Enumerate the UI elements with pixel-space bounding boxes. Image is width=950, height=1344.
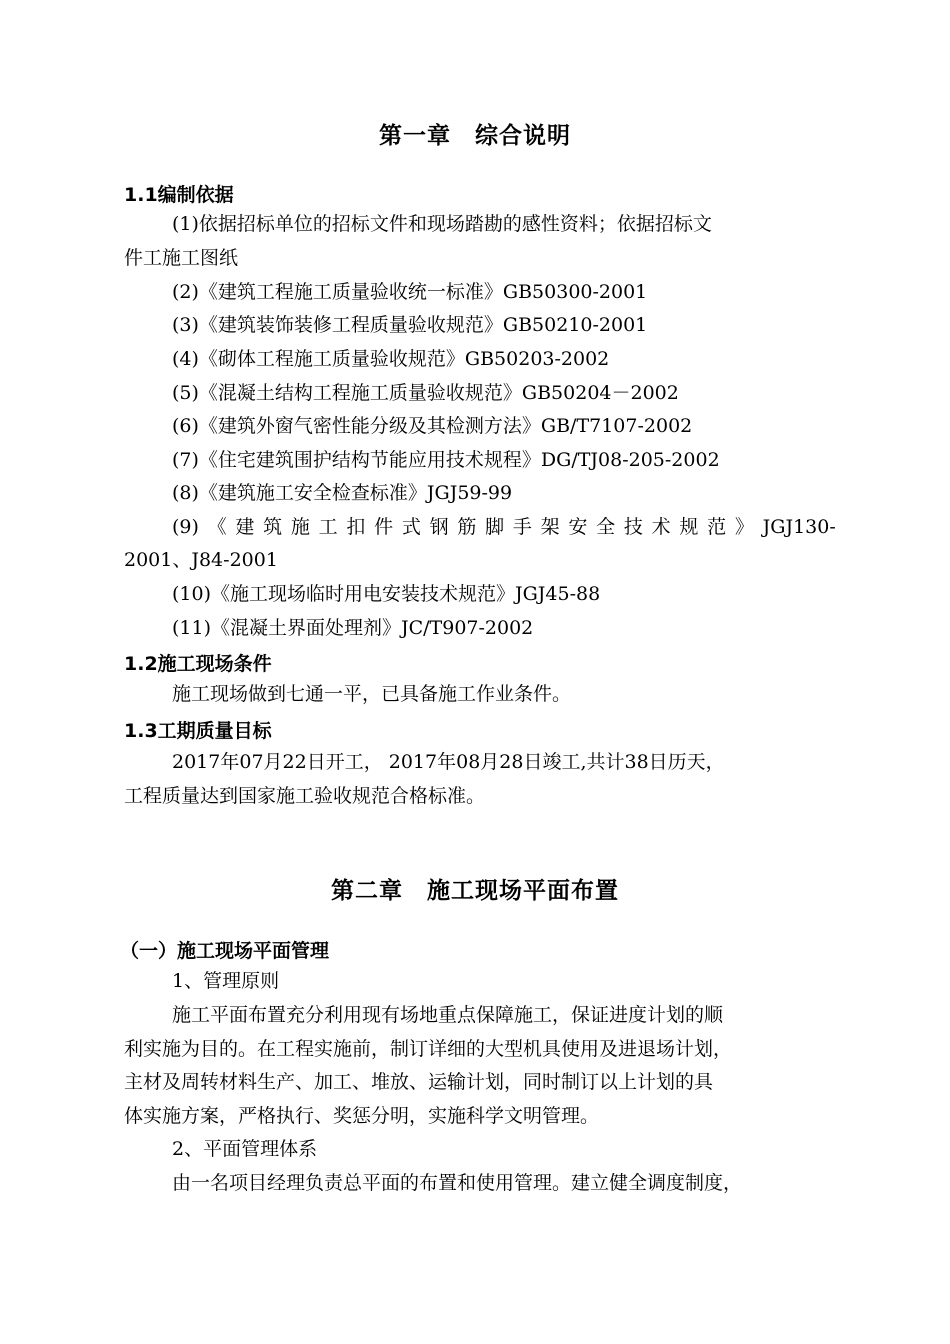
justified-char: 扣 — [346, 516, 366, 538]
principle-paragraph-line-2: 利实施为目的。在工程实施前，制订详细的大型机具使用及进退场计划， — [124, 1038, 733, 1060]
section-1-1-heading: 1.1编制依据 — [124, 184, 234, 206]
basis-item-9-line-2: 2001、J84-2001 — [124, 549, 278, 571]
justified-char: JGJ130- — [762, 516, 836, 538]
justified-char: 筑 — [263, 516, 283, 538]
chapter-2-title: 第二章 施工现场平面布置 — [331, 878, 619, 904]
system-paragraph-line-1: 由一名项目经理负责总平面的布置和使用管理。建立健全调度制度， — [172, 1172, 743, 1194]
principle-paragraph-line-4: 体实施方案，严格执行、奖惩分明，实施科学文明管理。 — [124, 1105, 600, 1127]
subheading-management-system: 2、平面管理体系 — [172, 1138, 318, 1160]
justified-char: 术 — [651, 516, 671, 538]
section-1-3-heading: 1.3工期质量目标 — [124, 720, 272, 742]
principle-paragraph-line-3: 主材及周转材料生产、加工、堆放、运输计划，同时制订以上计划的具 — [124, 1071, 714, 1093]
basis-item-2: (2)《建筑工程施工质量验收统一标准》GB50300-2001 — [172, 281, 648, 303]
justified-char: 架 — [540, 516, 560, 538]
subheading-management-principle: 1、管理原则 — [172, 970, 280, 992]
justified-char: 施 — [290, 516, 310, 538]
justified-char: 建 — [235, 516, 255, 538]
basis-item-3: (3)《建筑装饰装修工程质量验收规范》GB50210-2001 — [172, 314, 648, 336]
schedule-text-line-1: 2017年07月22日开工， 2017年08月28日竣工,共计38日历天， — [172, 751, 725, 773]
basis-item-1-line-2: 件工施工图纸 — [124, 247, 239, 269]
basis-item-10: (10)《施工现场临时用电安装技术规范》JGJ45-88 — [172, 583, 601, 605]
justified-char: 范 — [707, 516, 727, 538]
basis-item-11: (11)《混凝土界面处理剂》JC/T907-2002 — [172, 617, 534, 639]
justified-char: 式 — [401, 516, 421, 538]
schedule-text-line-2: 工程质量达到国家施工验收规范合格标准。 — [124, 785, 486, 807]
basis-item-4: (4)《砌体工程施工质量验收规范》GB50203-2002 — [172, 348, 610, 370]
justified-char: 脚 — [485, 516, 505, 538]
justified-char: 规 — [679, 516, 699, 538]
justified-char: 手 — [512, 516, 532, 538]
basis-item-1-line-1: (1)依据招标单位的招标文件和现场踏勘的感性资料；依据招标文 — [172, 213, 712, 235]
justified-char: 》 — [734, 516, 754, 538]
justified-char: 安 — [568, 516, 588, 538]
justified-char: 工 — [318, 516, 338, 538]
justified-char: 筋 — [457, 516, 477, 538]
justified-char: 全 — [596, 516, 616, 538]
basis-item-7: (7)《住宅建筑围护结构节能应用技术规程》DG/TJ08-205-2002 — [172, 449, 720, 471]
justified-char: 《 — [207, 516, 227, 538]
part-1-heading: （一）施工现场平面管理 — [120, 940, 330, 962]
basis-item-6: (6)《建筑外窗气密性能分级及其检测方法》GB/T7107-2002 — [172, 415, 693, 437]
justified-char: 技 — [623, 516, 643, 538]
site-conditions-text: 施工现场做到七通一平，已具备施工作业条件。 — [172, 683, 572, 705]
justified-char: (9) — [172, 516, 199, 538]
basis-item-5: (5)《混凝土结构工程施工质量验收规范》GB50204－2002 — [172, 382, 679, 404]
basis-item-8: (8)《建筑施工安全检查标准》JGJ59-99 — [172, 482, 513, 504]
justified-char: 钢 — [429, 516, 449, 538]
principle-paragraph-line-1: 施工平面布置充分利用现有场地重点保障施工，保证进度计划的顺 — [172, 1004, 724, 1026]
justified-char: 件 — [374, 516, 394, 538]
chapter-1-title: 第一章 综合说明 — [379, 123, 571, 149]
section-1-2-heading: 1.2施工现场条件 — [124, 653, 272, 675]
basis-item-9-line-1 — [172, 515, 836, 539]
